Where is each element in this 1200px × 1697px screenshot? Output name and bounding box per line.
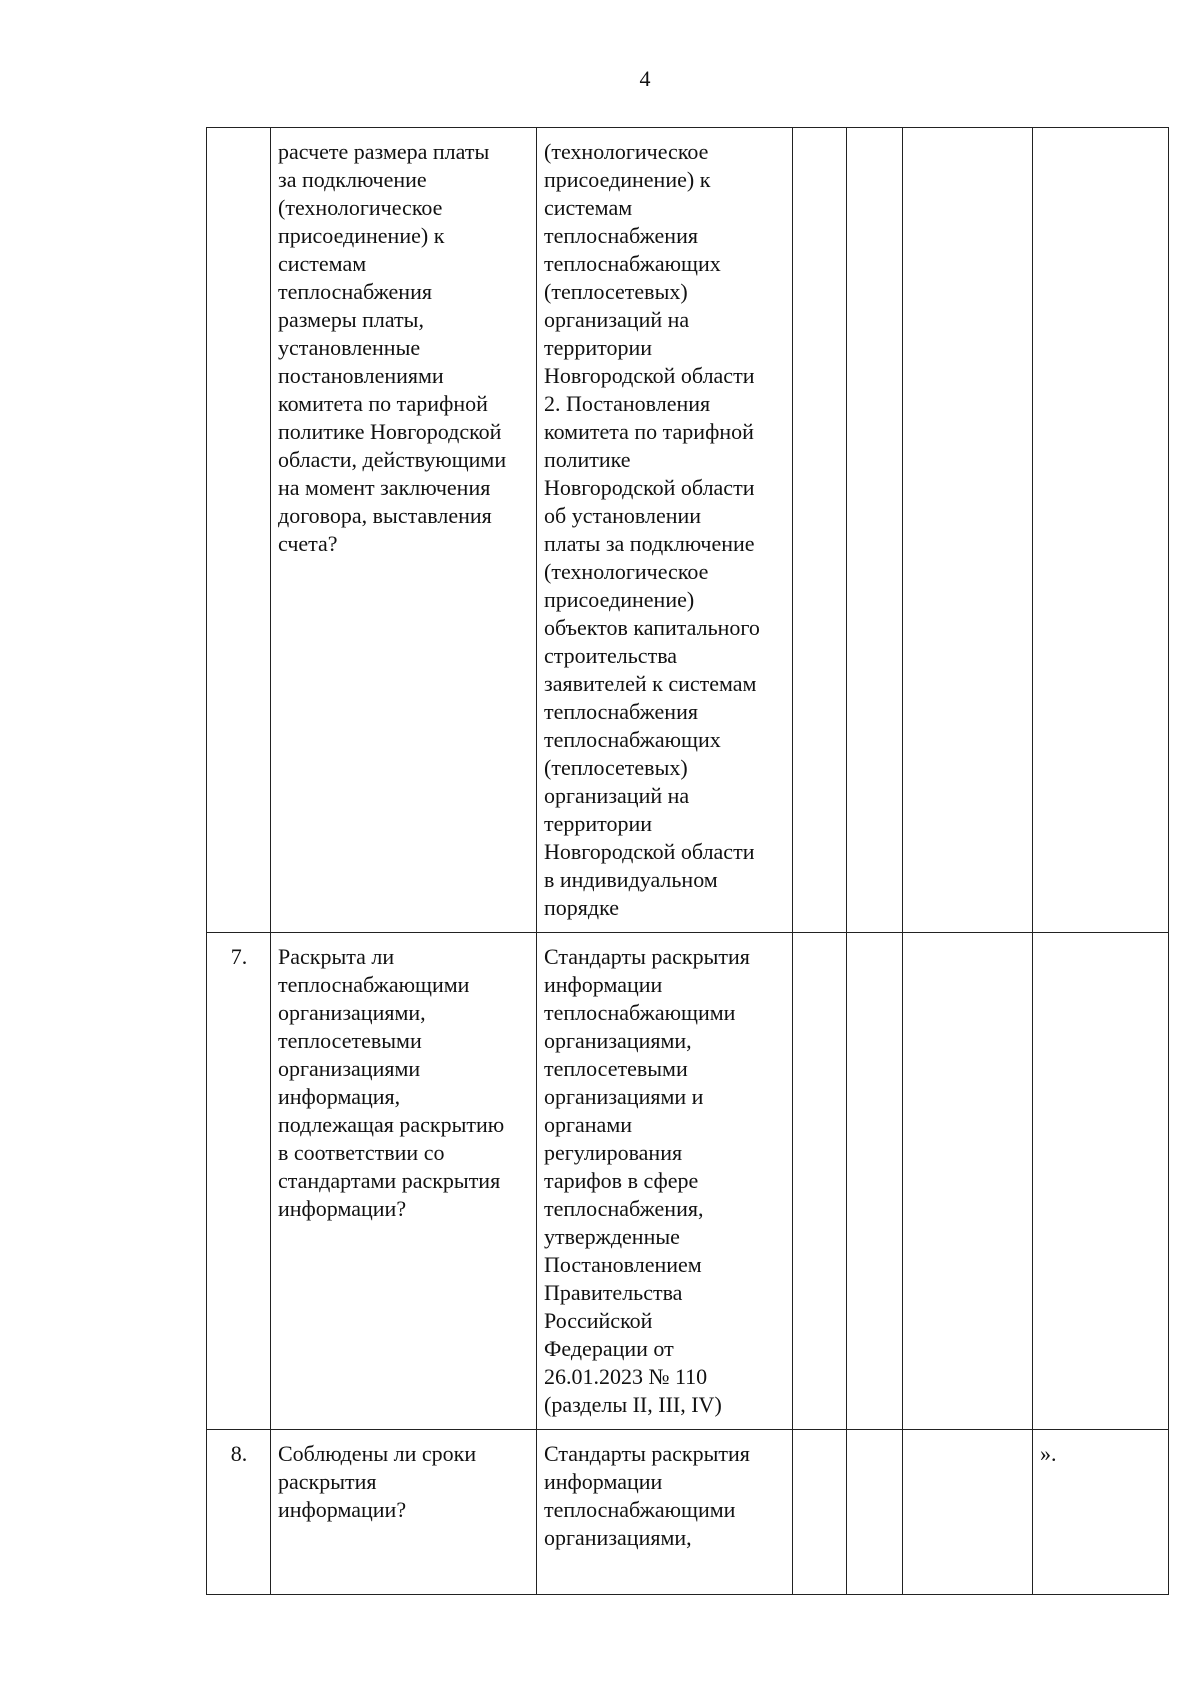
checklist-table [206,127,1169,1595]
page-number: 4 [639,66,651,91]
answer-no-cell [847,1430,903,1595]
legal-basis-cell: (технологическое присоединение) к системам теплоснабжения теплоснабжающих (теплосетевых) организаций на территории Новгородской области 2. Постановления комитета по тарифной политике Новгородской области об установлении платы за подключение (технологическое присоединение) объектов капитального строительства заявителей к системам теплоснабжения теплоснабжающих (теплосетевых) организаций на территории Новгородской области в индивидуальном порядке [537,128,793,933]
note-cell: ». [1033,1430,1169,1595]
not-applicable-cell [903,128,1033,933]
answer-yes-cell [793,1430,847,1595]
answer-yes-cell [793,128,847,933]
question-cell: расчете размера платы за подключение (технологическое присоединение) к системам теплоснабжения размеры платы, установленные постановлениями комитета по тарифной политике Новгородской области, действующими на момент заключения договора, выставления счета? [271,128,537,933]
not-applicable-cell [903,1430,1033,1595]
note-cell [1033,128,1169,933]
row-number-cell [207,128,271,933]
row-number-cell: 7. [207,933,271,1430]
table-row [207,128,1169,933]
question-cell: Раскрыта ли теплоснабжающими организациями, теплосетевыми организациями информация, подлежащая раскрытию в соответствии со стандартами раскрытия информации? [271,933,537,1430]
legal-basis-cell: Стандарты раскрытия информации теплоснабжающими организациями, [537,1430,793,1595]
legal-basis-cell: Стандарты раскрытия информации теплоснабжающими организациями, теплосетевыми организациями и органами регулирования тарифов в сфере теплоснабжения, утвержденные Постановлением Правительства Российской Федерации от 26.01.2023 № 110 (разделы II, III, IV) [537,933,793,1430]
answer-no-cell [847,128,903,933]
table-row [207,933,1169,1430]
table-row [207,1430,1169,1595]
note-cell [1033,933,1169,1430]
question-cell: Соблюдены ли сроки раскрытия информации? [271,1430,537,1595]
answer-yes-cell [793,933,847,1430]
row-number-cell: 8. [207,1430,271,1595]
not-applicable-cell [903,933,1033,1430]
answer-no-cell [847,933,903,1430]
